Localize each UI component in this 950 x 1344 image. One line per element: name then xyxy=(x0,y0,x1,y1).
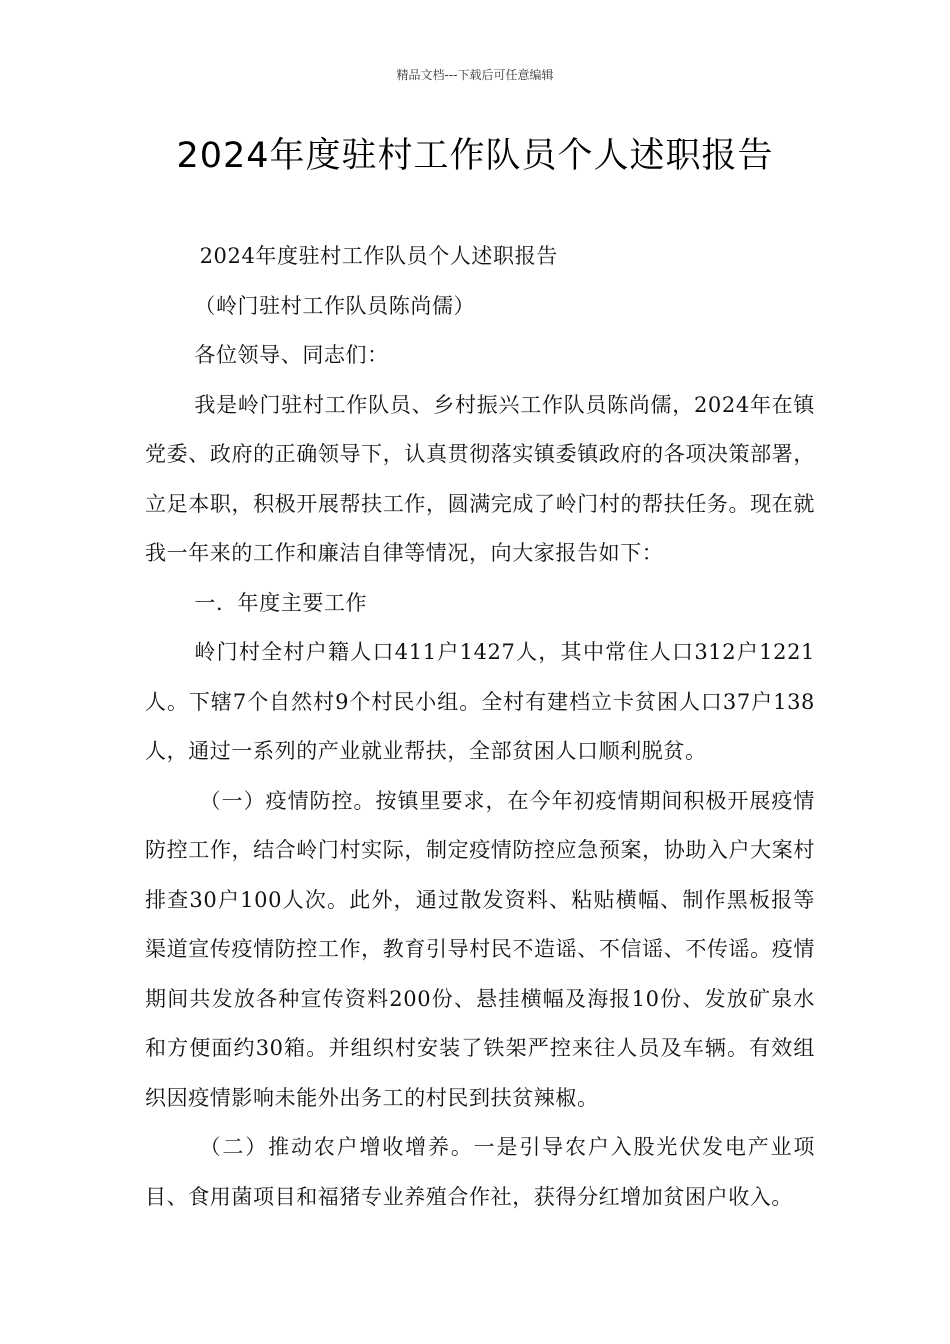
salutation-paragraph: 各位领导、同志们： xyxy=(194,343,389,367)
body-paragraph: （一）疫情防控。按镇里要求，在今年初疫情期间积极开展疫情防控工作，结合岭门村实际，制定疫情防控应急预案，协助入户大案村排查30户100人次。此外，通过散发资料、粘贴横幅、制作黑板报等渠道宣传疫情防控工作，教育引导村民不造谣、不信谣、不传谣。疫情期间共发放各种宣传资料200份、悬挂横幅及海报10份、发放矿泉水和方便面约30箱。并组织村安装了铁架严控来往人员及车辆。有效组织因疫情影响未能外出务工的村民到扶贫辣椒。 xyxy=(145,788,815,1110)
author-paragraph: （岭门驻村工作队员陈尚儒） xyxy=(194,293,476,318)
body-paragraph: 岭门村全村户籍人口411户1427人，其中常住人口312户1221人。下辖7个自然村9个村民小组。全村有建档立卡贫困人口37户138人，通过一系列的产业就业帮扶，全部贫困人口顺利脱贫。 xyxy=(145,640,815,763)
document-title: 2024年度驻村工作队员个人述职报告 xyxy=(176,136,774,176)
header-note: 精品文档---下载后可任意编辑 xyxy=(396,68,554,82)
section-heading: 一．年度主要工作 xyxy=(194,590,368,615)
document-body xyxy=(145,232,815,1222)
body-paragraph: 我是岭门驻村工作队员、乡村振兴工作队员陈尚儒，2024年在镇党委、政府的正确领导下，认真贯彻落实镇委镇政府的各项决策部署，立足本职，积极开展帮扶工作，圆满完成了岭门村的帮扶任务。现在就我一年来的工作和廉洁自律等情况，向大家报告如下： xyxy=(145,392,815,565)
body-paragraph: （二）推动农户增收增养。一是引导农户入股光伏发电产业项目、食用菌项目和福猪专业养殖合作社，获得分红增加贫困户收入。 xyxy=(145,1135,815,1209)
subtitle-paragraph: 2024年度驻村工作队员个人述职报告 xyxy=(199,244,558,268)
